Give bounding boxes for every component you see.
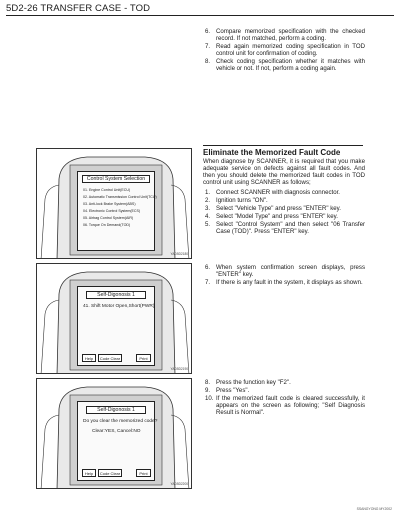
header-rule bbox=[6, 15, 394, 16]
screen-menu-item: 01. Engine Control Unit(ECU) bbox=[83, 188, 131, 192]
list-item: 8. Press the function key "F2". bbox=[205, 379, 291, 386]
list-item: 4. Select "Model Type" and press "ENTER" key. bbox=[205, 213, 338, 221]
steps-mid-list bbox=[205, 189, 365, 237]
page-title: 5D2-26 TRANSFER CASE - TOD bbox=[6, 3, 151, 14]
section-heading: Eliminate the Memorized Fault Code bbox=[203, 148, 341, 157]
list-item: 5. Select "Control System" and then select "06 Transfer Case (TOD)". Press "ENTER" key. bbox=[205, 221, 365, 236]
screen-menu-item: 04. Electronic Control System(ECS) bbox=[83, 209, 141, 213]
section-intro: When diagnose by SCANNER, it is required that you make adequate service on defects against all fault codes. And then you should delete the memorized fault codes in TOD control unit using SCANNER as follows; bbox=[203, 158, 365, 187]
screen-title: Self-Digonosis 1 bbox=[86, 291, 146, 299]
clear-answer-options: Clear:YES, Cancel:NO bbox=[92, 429, 141, 434]
figure-code: YAD5D2190 bbox=[170, 367, 188, 371]
scanner-screen bbox=[77, 171, 155, 251]
scanner-screen bbox=[77, 286, 155, 366]
list-item: 3. Select "Vehicle Type" and press "ENTER" key. bbox=[205, 205, 341, 213]
code-clear-key: Code Clear bbox=[99, 471, 121, 476]
figure-self-diagnosis-fault bbox=[36, 263, 192, 374]
code-clear-key: Code Clear bbox=[99, 356, 121, 361]
figure-code: YAD5D2180 bbox=[170, 252, 188, 256]
list-item: 9. Press "Yes". bbox=[205, 387, 250, 395]
steps-bottom-list bbox=[205, 379, 365, 417]
screen-title: Self-Digonosis 1 bbox=[86, 406, 146, 414]
list-item: 7. Read again memorized coding specification in TOD control unit for confirmation of coding. bbox=[205, 43, 365, 58]
screen-title: Control System Selection bbox=[82, 175, 150, 183]
print-key: Print bbox=[136, 354, 151, 362]
list-item: 6. When system confirmation screen displays, press "ENTER" key. bbox=[205, 264, 365, 279]
figure-code: YAD5D2200 bbox=[170, 482, 188, 486]
screen-menu-item: 03. Anti-lock Brake System(ABS) bbox=[83, 202, 136, 206]
steps-lower-list bbox=[205, 264, 365, 287]
steps-top-list bbox=[205, 28, 365, 74]
figure-control-system-selection bbox=[36, 148, 192, 259]
list-item: 2. Ignition turns "ON". bbox=[205, 197, 268, 205]
section-rule bbox=[203, 145, 363, 146]
page-header bbox=[6, 3, 394, 14]
screen-menu-item: 06. Torque On Demand(TOD) bbox=[83, 223, 131, 227]
list-item: 7. If there is any fault in the system, it displays as shown. bbox=[205, 279, 363, 287]
figure-clear-confirmation bbox=[36, 378, 192, 489]
help-key: Help bbox=[82, 469, 96, 477]
scanner-screen bbox=[77, 401, 158, 481]
list-item: 8. Check coding specification whether it matches with vehicle or not. If not, perform a coding again. bbox=[205, 58, 365, 73]
list-item: 10. If the memorized fault code is cleared successfully, it appears on the screen as following; "Self Diagnosis Result is Normal". bbox=[205, 395, 365, 417]
clear-question: Do you clear the memorized code? bbox=[83, 419, 158, 424]
screen-menu-item: 05. Airbag Control System(AIR) bbox=[83, 216, 134, 220]
screen-menu-item: 02. Automatic Transmission Control Unit(TCU) bbox=[83, 195, 157, 199]
fault-code-line: 41. Shift Motor Open,Short(PWR) bbox=[83, 304, 155, 309]
print-key: Print bbox=[136, 469, 151, 477]
list-item: 1. Connect SCANNER with diagnosis connector. bbox=[205, 189, 340, 196]
help-key: Help bbox=[82, 354, 96, 362]
list-item: 6. Compare memorized specification with the checked record. If not matched, perform a coding. bbox=[205, 28, 365, 43]
footer-code: SSANGYONG MY2002 bbox=[356, 507, 392, 511]
